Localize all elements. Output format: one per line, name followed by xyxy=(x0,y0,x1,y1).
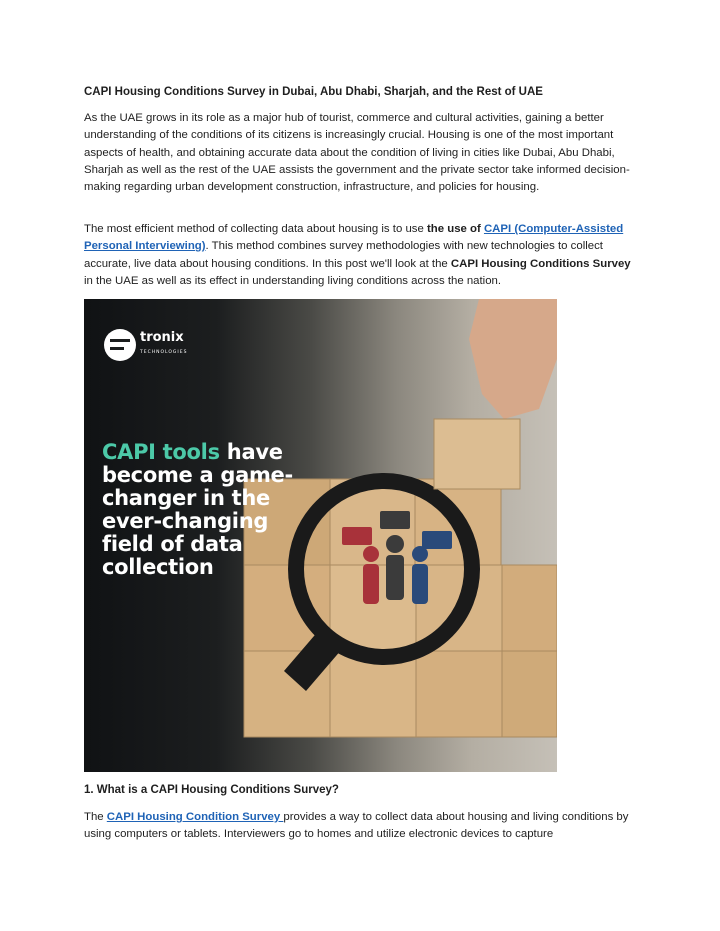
logo-wordmark: tronix xyxy=(140,330,184,345)
housing-survey-link[interactable]: CAPI Housing Condition Survey xyxy=(106,811,284,823)
logo-icon xyxy=(104,329,136,361)
headline-accent: CAPI tools xyxy=(102,440,220,464)
p2-intro: The most efficient method of collecting data about housing is to use xyxy=(84,223,427,235)
capi-method-paragraph xyxy=(84,221,640,290)
headline-rest: have become a game-changer in the ever-changing field of data collection xyxy=(102,440,293,579)
hand-with-block xyxy=(434,299,557,489)
capi-definition-link[interactable]: CAPI (Computer-Assisted Personal Interviewing) xyxy=(84,223,624,253)
article-banner-image xyxy=(84,299,557,772)
p3-text: provides a way to collect data about housing and living conditions by using computers or tablets. Interviewers go to homes and utilize electronic devices to capture xyxy=(84,811,629,841)
section-paragraph xyxy=(84,809,640,844)
p2-end: in the UAE as well as its effect in understanding living conditions across the nation. xyxy=(84,274,502,287)
p2-bold-survey: CAPI Housing Conditions Survey xyxy=(450,257,631,270)
intro-paragraph: As the UAE grows in its role as a major hub of tourist, commerce and cultural activities, gaining a better understanding of the conditions of its citizens is increasingly crucial. Housing is one of the most important aspects of health, and obtaining accurate data about the condition of living in cities like Dubai, Abu Dhabi, Sharjah as well as the rest of the UAE assists the government and the private sector take informed decision-making regarding urban development construction, infrastructure, and policies for housing. xyxy=(84,112,630,194)
logo-subtext: TECHNOLOGIES xyxy=(140,350,188,355)
p2-middle: . This method combines survey methodologies with new technologies to collect accurate, live data about housing conditions. In this post we'll look at the xyxy=(84,240,603,270)
document-title: CAPI Housing Conditions Survey in Dubai, Abu Dhabi, Sharjah, and the Rest of UAE xyxy=(84,86,543,98)
section-heading: 1. What is a CAPI Housing Conditions Survey? xyxy=(84,784,339,796)
p3-intro: The xyxy=(84,811,107,823)
company-logo xyxy=(104,329,187,361)
banner-headline xyxy=(102,441,302,579)
p2-bold-use: the use of xyxy=(426,223,484,235)
